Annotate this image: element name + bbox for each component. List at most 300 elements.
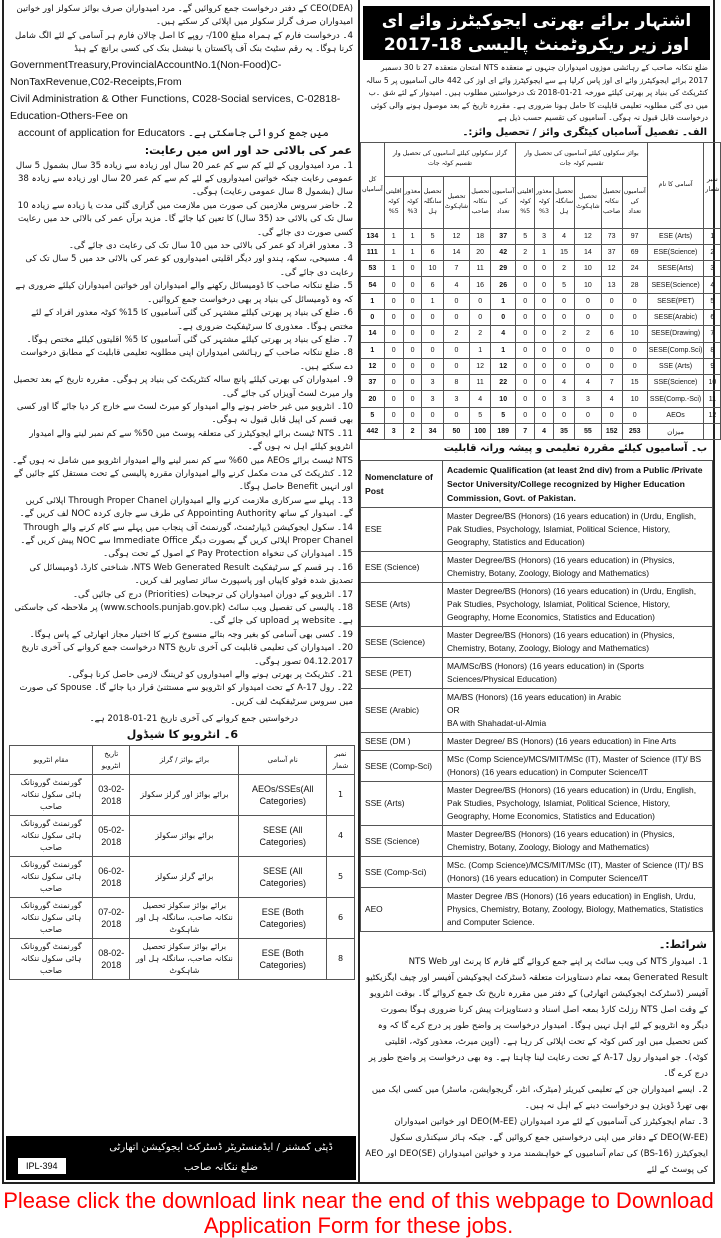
boys-cell: 12 <box>601 261 622 277</box>
girls-cell: 0 <box>384 391 403 407</box>
rule-paragraph: 19۔ کسی بھی آسامی کو بغیر وجہ بتائے منسوخ کرنے کا اختیار مجاز اتھارٹی کے پاس ہوگا۔ <box>29 629 353 640</box>
girls-cell: 1 <box>491 342 516 358</box>
authority-name: ڈپٹی کمشنر / ایڈمنسٹریٹر ڈسٹرکٹ ایجوکیشن اتھارٹی <box>109 1142 333 1154</box>
boys-cell: 4 <box>575 375 602 391</box>
total-cell: 0 <box>361 309 385 325</box>
boys-cell: 7 <box>516 424 535 440</box>
boys-cell: 0 <box>553 293 574 309</box>
boys-cell: 0 <box>622 309 647 325</box>
download-notice: Please click the download link near the end of this webpage to Download Application Form for these jobs. <box>3 1188 714 1238</box>
girls-cell: 0 <box>403 293 422 309</box>
girls-cell: 0 <box>384 293 403 309</box>
boys-cell: 0 <box>516 342 535 358</box>
col-sub-header: تحصیل شاہکوٹ <box>443 176 470 228</box>
post-cell: SESE(Arabic) <box>647 309 704 325</box>
serial-cell: 3 <box>704 261 721 277</box>
qualification-row <box>361 733 713 751</box>
girls-cell: 14 <box>443 244 470 260</box>
girls-cell: 4 <box>491 326 516 342</box>
rule-paragraph: 6۔ ضلع کی بنیاد پر بھرتی کیلئے مشتہر کی گئی آسامیوں کا 15% کوٹہ معذور افراد کے لئے مختص ہوگا۔ معذوری کا سرٹیفکیٹ ضروری ہے۔ <box>31 308 353 332</box>
girls-cell: 0 <box>384 277 403 293</box>
condition-item: 1۔ امیدوار NTS کی ویب سائٹ پر اپنے جمع کروائے گئے فارم کا پرنٹ اور NTS Web Generated Result بمعہ تمام دستاویزات متعلقہ ڈسٹرکٹ ایجوکیشن آفیسر اور چیف ایگزیکٹیو آفیسر (ڈسٹرکٹ ایجوکیشن اتھارٹی) کے دفتر میں مقررہ تاریخ تک جمع کروائے گا۔ بوقت انٹرویو کے وقت اصل NTS رزلٹ کارڈ بمعہ اصل اسناد و دستاویزات پیش کرنا ضروری ہوگا بصورت دیگر وہ انٹرویو کے لئے اہل نہیں ہوگا۔ امیدوار درخواست پر واضح طور پر درج کرے گا کہ وہ کس تحصیل میں اور کس کوٹہ کے تحت اپلائی کر رہا ہے۔ (اوپن میرٹ، معذور کوٹہ، اقلیتی کوٹہ)۔ جو امیدوار رول 17-A کے تحت رعایت لینا چاہتا ہے۔ وہ بھی درخواست پر واضح طور پر درج کرے گا۔ <box>365 957 708 1080</box>
table-row <box>361 391 721 407</box>
boys-cell: 0 <box>516 375 535 391</box>
total-cell: 111 <box>361 244 385 260</box>
post-name: SSE (Science) <box>361 826 443 857</box>
girls-cell: 0 <box>443 358 470 374</box>
boys-cell: 4 <box>535 424 554 440</box>
girls-cell: 2 <box>443 326 470 342</box>
post-name: SSE (Arts) <box>361 782 443 826</box>
serial-cell: 10 <box>704 375 721 391</box>
qualification-text: Master Degree /BS (Honors) (16 years education) in English, Urdu, Physics, Chemistry, Botany, Zoology, Biology, Mathematics, Statistics and Computer Science. <box>443 888 713 932</box>
girls-cell: 11 <box>470 375 491 391</box>
girls-cell: 0 <box>384 375 403 391</box>
post-cell: SSE(Science) <box>647 375 704 391</box>
serial-cell: 1 <box>704 228 721 244</box>
total-cell: 1 <box>361 293 385 309</box>
job-advertisement <box>2 0 720 1184</box>
fee-account-line-2: Civil Administration & Other Functions, C028-Social services, C-02818-Education-Others-Fee on <box>10 92 341 122</box>
boys-cell: 0 <box>622 342 647 358</box>
total-cell: 53 <box>361 261 385 277</box>
qualification-text: Master Degree/BS (Honors) (16 years education) in (Physics, Chemistry, Botany, Zoology, Biology and Mathematics) <box>443 627 713 658</box>
qualification-row <box>361 751 713 782</box>
rule-paragraph: 5۔ ضلع ننکانہ صاحب کا ڈومیسائل رکھنے والے امیدواران اور خواتین امیدواران کیلئے ضروری ہے کہ وہ ڈومیسائل کی بنیاد پر بھی درخواست جمع کروائیں۔ <box>15 281 353 305</box>
boys-cell: 10 <box>575 277 602 293</box>
girls-cell: 0 <box>491 309 516 325</box>
boys-cell: 0 <box>516 358 535 374</box>
girls-cell: 22 <box>491 375 516 391</box>
ipl-code: IPL-394 <box>18 1158 66 1174</box>
boys-cell: 2 <box>575 326 602 342</box>
girls-cell: 50 <box>443 424 470 440</box>
boys-cell: 0 <box>535 309 554 325</box>
intro-paragraph: ضلع ننکانہ صاحب کے رہائشی موزوں امیدواران جنہوں نے منعقدہ NTS امتحان منعقدہ 27 تا 30 دسمبر 2017 برائے ایجوکیٹرز وائے ای اوز پاس کرلیا ہے سے ایجوکیٹرز وائے ای اوز کی 442 خالی آسامیوں پر 5 سالہ کنٹریکٹ کی بنیاد پر بھرتی کیلئے مورخہ 21-01-2018 تک درخواستیں مطلوب ہیں۔ امیدوار کے لئے شق ۔ب میں دی گئی مطلوبہ تعلیمی قابلیت کا حامل ہونا ضروری ہے۔ مقررہ تاریخ کے بعد موصول ہونے والی کوئی درخواست قابل قبول نہ ہوگی۔ آسامیوں کی تقسیم حسب ذیل ہے <box>366 63 708 122</box>
fee-account-line-3: account of application for Educators میں جمع کروائی جاسکتی ہے۔ <box>18 126 329 139</box>
rule-paragraph: NTS ٹیسٹ برائے AEOs میں 60% سے کم نمبر لینے والے امیدوار انٹرویو میں شامل نہ ہوں گے۔ <box>12 455 353 466</box>
schedule-header: مقام انٹرویو <box>10 745 93 774</box>
serial-cell: 4 <box>704 277 721 293</box>
total-cell: 37 <box>361 375 385 391</box>
col-boys: بوائز سکولوں کیلئے آسامیوں کی تحصیل وار تقسیم کوٹہ جات <box>516 142 647 176</box>
fee-paragraph: 4۔ درخواست فارم کے ہمراہ مبلغ 100/- روپے کا اصل چالان فارم ہر آسامی کے لئے الگ شامل کرنا ہوگا۔ یہ رقم سٹیٹ بنک آف پاکستان یا نیشنل بنک کی کسی برانچ کے ہیڈ <box>15 30 353 55</box>
girls-cell: 0 <box>403 309 422 325</box>
girls-cell: 0 <box>470 293 491 309</box>
post-cell: AEOs/SSEs(All Categories) <box>239 774 327 815</box>
serial-cell: 4 <box>327 815 355 856</box>
girls-cell: 0 <box>384 326 403 342</box>
girls-cell: 1 <box>384 228 403 244</box>
qualification-row <box>361 826 713 857</box>
girls-cell: 0 <box>384 309 403 325</box>
girls-cell: 12 <box>443 228 470 244</box>
boys-cell: 1 <box>535 244 554 260</box>
col-sub-header: معذور کوٹہ 3% <box>403 176 422 228</box>
condition-item: 2۔ ایسے امیدواران جن کے تعلیمی کیریئر (میٹرک، انٹر، گریجوایشن، ماسٹر) میں کسی ایک میں بھی تھرڈ ڈویژن ہو درخواست دینے کے اہل نہ ہیں۔ <box>371 1085 708 1112</box>
serial-cell: 2 <box>704 244 721 260</box>
table-row <box>361 342 721 358</box>
boys-cell: 3 <box>575 391 602 407</box>
qualification-text: MA/MSc/BS (Honors) (16 years education) in (Sports Sciences/Physical Education) <box>443 658 713 689</box>
boys-cell: 0 <box>553 358 574 374</box>
table-row <box>361 358 721 374</box>
schedule-heading: 6۔ انٹرویو کا شیڈول <box>126 727 238 741</box>
qualification-row <box>361 658 713 689</box>
boys-cell: 0 <box>516 293 535 309</box>
girls-cell: 11 <box>470 261 491 277</box>
section-b-heading: ب۔ آسامیوں کیلئے مقررہ تعلیمی و پیشہ ورانہ قابلیت <box>443 443 707 455</box>
condition-item: 3۔ تمام ایجوکیٹرز کی آسامیوں کے لئے مرد امیدواران DEO(M-EE) اور خواتین امیدواران DEO(W-EE) کے دفاتر میں اپنی درخواستیں جمع کروائیں گے۔ جبکہ ہائر سیکنڈری سکول ایجوکیٹرز (BS-16) کی تمام آسامیوں کے خواہشمند مرد و خواتین امیدواران DEO(SE) اور AEO کی پوسٹ کے لئے <box>365 1117 708 1176</box>
girls-cell: 4 <box>470 391 491 407</box>
girls-cell: 0 <box>384 407 403 423</box>
boys-cell: 14 <box>575 244 602 260</box>
col-total: کل آسامیاں <box>361 142 385 228</box>
girls-cell: 29 <box>491 261 516 277</box>
boys-cell: 0 <box>622 293 647 309</box>
boys-cell: 0 <box>535 326 554 342</box>
boys-cell: 0 <box>622 407 647 423</box>
rule-paragraph: 4۔ مسیحی، سکھ، ہندو اور دیگر اقلیتی امیدواروں کو عمر کی بالائی حد میں 5 سال تک کی رعایت دی جائے گی۔ <box>25 254 353 278</box>
boys-cell: 0 <box>575 342 602 358</box>
right-column <box>360 0 720 1182</box>
girls-cell: 0 <box>422 309 443 325</box>
post-name: SESE (Science) <box>361 627 443 658</box>
gender-cell: برائے گرلز سکولز <box>130 856 239 897</box>
serial-cell: 9 <box>704 358 721 374</box>
col-sub-header: اقلیتی کوٹہ 5% <box>516 176 535 228</box>
rule-paragraph: 7۔ ضلع کی بنیاد پر بھرتی کیلئے مشتہر کی گئی آسامیوں کا 5% اقلیتوں کیلئے مختص ہوگا۔ <box>26 334 353 345</box>
rule-paragraph: 8۔ ضلع ننکانہ صاحب کے رہائشی امیدواران اپنی مطلوبہ تعلیمی قابلیت کے مطابق درخواست دے سکتے ہیں۔ <box>20 348 353 372</box>
girls-cell: 18 <box>470 228 491 244</box>
girls-cell: 0 <box>443 309 470 325</box>
rule-paragraph: 2۔ حاضر سروس ملازمین کی صورت میں ملازمت میں گزاری گئی مدت یا زیادہ سے زیادہ 10 سال تک کی بالائی حد (35 سال) کا تعین کیا جائے گا۔ مزید برآں عمر کی بالائی حد میں رعایت کسی صورت دی جائے گی۔ <box>17 200 353 238</box>
post-cell: ESE (Both Categories) <box>239 938 327 979</box>
boys-cell: 5 <box>516 228 535 244</box>
venue-cell: گورنمنٹ گورونانک ہائی سکول ننکانہ صاحب <box>10 815 93 856</box>
girls-cell: 0 <box>403 391 422 407</box>
girls-cell: 0 <box>384 342 403 358</box>
girls-cell: 0 <box>403 342 422 358</box>
date-cell: 08-02-2018 <box>93 938 130 979</box>
boys-cell: 0 <box>601 309 622 325</box>
venue-cell: گورنمنٹ گورونانک ہائی سکول ننکانہ صاحب <box>10 897 93 938</box>
qualification-text: MSc (Comp Science)/MCS/MIT/MSc (IT), Master of Science (IT)/ BS (Honors) (16 years education) in Computer Science/IT <box>443 751 713 782</box>
serial-cell: 1 <box>327 774 355 815</box>
girls-cell: 5 <box>491 407 516 423</box>
schedule-row <box>10 897 355 938</box>
serial-cell <box>704 424 721 440</box>
boys-cell: 0 <box>516 261 535 277</box>
boys-cell: 0 <box>553 342 574 358</box>
girls-cell: 7 <box>443 261 470 277</box>
rule-paragraph: 9۔ امیدواران کی بھرتی کیلئے پانچ سالہ کنٹریکٹ کی بنیاد پر ہوگی۔ مقررہ تاریخ کے بعد تحصیل وار میرٹ لسٹ آویزاں کی جائے گی۔ <box>13 375 353 399</box>
date-cell: 07-02-2018 <box>93 897 130 938</box>
girls-cell: 3 <box>422 375 443 391</box>
table-row <box>361 407 721 423</box>
post-cell: ESE (Arts) <box>647 228 704 244</box>
qualification-text: Master Degree/BS (Honors) (16 years education) in (Physics, Chemistry, Botany, Zoology, Biology and Mathematics) <box>443 552 713 583</box>
qualification-text: Master Degree/BS (Honors) (16 years education) in (Urdu, English, Pak Studies, Psychology, Islamiat, Political Science, History, Geography, Home Economics, Statistics and Education) <box>443 583 713 627</box>
venue-cell: گورنمنٹ گورونانک ہائی سکول ننکانہ صاحب <box>10 856 93 897</box>
gender-cell: برائے بوائز سکولز <box>130 815 239 856</box>
girls-cell: 0 <box>422 326 443 342</box>
girls-cell: 0 <box>403 375 422 391</box>
girls-cell: 42 <box>491 244 516 260</box>
deadline-text: درخواستیں جمع کروانے کی آخری تاریخ 21-01-2018 ہے۔ <box>89 714 298 725</box>
col-sub-header: تحصیل ننکانہ صاحب <box>601 176 622 228</box>
venue-cell: گورنمنٹ گورونانک ہائی سکول ننکانہ صاحب <box>10 938 93 979</box>
authority-district: ضلع ننکانہ صاحب <box>183 1162 259 1174</box>
left-column <box>4 0 360 1182</box>
girls-cell: 0 <box>403 326 422 342</box>
totals-row <box>361 424 721 440</box>
boys-cell: 0 <box>601 293 622 309</box>
boys-cell: 28 <box>622 277 647 293</box>
post-cell: میزان <box>647 424 704 440</box>
total-cell: 1 <box>361 342 385 358</box>
girls-cell: 4 <box>443 277 470 293</box>
post-cell: ESE(Science) <box>647 244 704 260</box>
serial-cell: 8 <box>704 342 721 358</box>
table-row <box>361 244 721 260</box>
col-post: آسامی کا نام <box>647 142 704 228</box>
spacer <box>4 986 358 1137</box>
qualification-row <box>361 508 713 552</box>
venue-cell: گورنمنٹ گورونانک ہائی سکول ننکانہ صاحب <box>10 774 93 815</box>
qualification-text: Master Degree/BS (Honors) (16 years education) in (Urdu, English, Pak Studies, Psychology, Islamiat, Political Science, History, Geography, Statistics and Education) <box>443 508 713 552</box>
qualification-text: MA/BS (Honors) (16 years education) in Arabic OR BA with Shahadat-ul-Almia <box>443 689 713 733</box>
boys-cell: 2 <box>553 326 574 342</box>
boys-cell: 0 <box>622 358 647 374</box>
boys-cell: 152 <box>601 424 622 440</box>
boys-cell: 5 <box>553 277 574 293</box>
girls-cell: 0 <box>403 407 422 423</box>
boys-cell: 0 <box>516 391 535 407</box>
boys-cell: 73 <box>601 228 622 244</box>
post-cell: SESE(PET) <box>647 293 704 309</box>
post-cell: SESE (All Categories) <box>239 815 327 856</box>
col-sub-header: تحصیل شاہکوٹ <box>575 176 602 228</box>
rule-paragraph: 13۔ پہلے سے سرکاری ملازمت کرنے والے امیدواران Through Proper Chanel اپلائی کریں گے۔ امیدوار کے ساتھ Appointing Authority کی طرف سے جاری کردہ NOC لف کریں گے۔ <box>19 495 353 520</box>
boys-cell: 0 <box>516 309 535 325</box>
rule-paragraph: 1۔ مرد امیدواروں کے لئے کم سے کم عمر 20 سال اور زیادہ سے زیادہ 35 سال بشمول 5 سال عمومی رعایت جبکہ خواتین امیدواروں کے لئے کم سے کم عمر 20 سال اور زیادہ سے زیادہ 38 سال (بشمول 8 سال عمومی رعایت) ہوگی۔ <box>15 160 353 198</box>
ceo-paragraph: CEO(DEA) کے دفتر درخواست جمع کروائیں گے۔ مرد امیدواران صرف بوائز سکولز اور خواتین امیدواران صرف گرلز سکولز میں اپلائی کر سکتے ہیں۔ <box>16 4 353 28</box>
boys-cell: 0 <box>575 358 602 374</box>
serial-cell: 6 <box>327 897 355 938</box>
girls-cell: 0 <box>470 309 491 325</box>
boys-cell: 37 <box>601 244 622 260</box>
serial-cell: 8 <box>327 938 355 979</box>
boys-cell: 253 <box>622 424 647 440</box>
date-cell: 05-02-2018 <box>93 815 130 856</box>
boys-cell: 0 <box>516 277 535 293</box>
boys-cell: 15 <box>553 244 574 260</box>
post-cell: SSE (Arts) <box>647 358 704 374</box>
table-row <box>361 261 721 277</box>
post-name: ESE (Science) <box>361 552 443 583</box>
serial-cell: 5 <box>327 856 355 897</box>
girls-cell: 3 <box>422 391 443 407</box>
total-cell: 20 <box>361 391 385 407</box>
girls-cell: 0 <box>403 358 422 374</box>
schedule-row <box>10 938 355 979</box>
girls-cell: 37 <box>491 228 516 244</box>
boys-cell: 3 <box>553 391 574 407</box>
girls-cell: 12 <box>491 358 516 374</box>
interview-schedule-table <box>9 745 355 980</box>
gender-cell: برائے بوائز سکولز تحصیل ننکانہ صاحب، سانگلہ ہل اور شاہکوٹ <box>130 897 239 938</box>
col-sub-header: تحصیل سانگلہ ہل <box>553 176 574 228</box>
authority-band <box>6 1136 356 1180</box>
boys-cell: 97 <box>622 228 647 244</box>
serial-cell: 5 <box>704 293 721 309</box>
post-name: SESE (PET) <box>361 658 443 689</box>
girls-cell: 3 <box>384 424 403 440</box>
girls-cell: 26 <box>491 277 516 293</box>
boys-cell: 0 <box>601 407 622 423</box>
rule-paragraph: 22۔ رول 17-A کے تحت امیدوار کو انٹرویو سے مستثنیٰ قرار دیا جائے گا۔ Spouse کی صورت میں سروس سرٹیفکیٹ لف کریں۔ <box>19 683 353 707</box>
age-limit-heading: عمر کی بالائی حد اور اس میں رعایت: <box>144 143 352 157</box>
girls-cell: 2 <box>470 326 491 342</box>
conditions-list <box>360 954 713 1178</box>
boys-cell: 10 <box>622 391 647 407</box>
girls-cell: 1 <box>491 293 516 309</box>
boys-cell: 35 <box>553 424 574 440</box>
rule-paragraph: 17۔ انٹرویو کے دوران امیدواران کی ترجیحات (Priorities) درج کی جائیں گی۔ <box>73 589 353 600</box>
post-cell: SESE(Comp.Sci) <box>647 342 704 358</box>
girls-cell: 1 <box>470 342 491 358</box>
total-cell: 5 <box>361 407 385 423</box>
boys-cell: 0 <box>553 309 574 325</box>
boys-cell: 24 <box>622 261 647 277</box>
total-cell: 54 <box>361 277 385 293</box>
boys-cell: 10 <box>622 326 647 342</box>
boys-cell: 4 <box>553 375 574 391</box>
gender-cell: برائے بوائز اور گرلز سکولز <box>130 774 239 815</box>
post-name: ESE <box>361 508 443 552</box>
qual-header-post: Nomenclature of Post <box>361 461 443 508</box>
date-cell: 06-02-2018 <box>93 856 130 897</box>
boys-cell: 0 <box>575 309 602 325</box>
total-cell: 442 <box>361 424 385 440</box>
girls-cell: 16 <box>470 277 491 293</box>
boys-cell: 0 <box>575 407 602 423</box>
post-cell: SESE (All Categories) <box>239 856 327 897</box>
rule-paragraph: 14۔ سکول ایجوکیشن ڈیپارٹمنٹ، گورنمنٹ آف پنجاب میں پہلے سے کام کرنے والے Through Proper Chanel اپلائی کریں گے بصورت دیگر Immediate Office سے NOC پیش کریں گے۔ <box>20 522 353 546</box>
qualification-row <box>361 689 713 733</box>
post-name: SESE (Arts) <box>361 583 443 627</box>
rule-paragraph: 20۔ امیدواران کی تعلیمی قابلیت کی آخری تاریخ NTS درخواست جمع کروانے کی آخری تاریخ 04.12.2017 تصور ہوگی۔ <box>21 643 353 667</box>
gender-cell: برائے بوائز سکولز تحصیل ننکانہ صاحب، سانگلہ ہل اور شاہکوٹ <box>130 938 239 979</box>
girls-cell: 10 <box>491 391 516 407</box>
girls-cell: 8 <box>443 375 470 391</box>
serial-cell: 12 <box>704 407 721 423</box>
girls-cell: 0 <box>443 407 470 423</box>
boys-cell: 4 <box>553 228 574 244</box>
qualification-row <box>361 583 713 627</box>
boys-cell: 0 <box>535 342 554 358</box>
girls-cell: 12 <box>470 358 491 374</box>
conditions-heading: شرائط:۔ <box>658 938 707 952</box>
post-cell: SESE(Science) <box>647 277 704 293</box>
total-cell: 12 <box>361 358 385 374</box>
schedule-header: برائے بوائز / گرلز <box>130 745 239 774</box>
boys-cell: 0 <box>575 293 602 309</box>
qualification-row <box>361 857 713 888</box>
col-sub-header: آسامیوں کی تعداد <box>491 176 516 228</box>
girls-cell: 0 <box>422 358 443 374</box>
post-cell: SESE(Drawing) <box>647 326 704 342</box>
girls-cell: 1 <box>403 244 422 260</box>
boys-cell: 6 <box>601 326 622 342</box>
girls-cell: 6 <box>422 244 443 260</box>
boys-cell: 0 <box>535 358 554 374</box>
schedule-header: نام آسامی <box>239 745 327 774</box>
vacancies-table <box>360 142 721 441</box>
post-name: SESE (DM ) <box>361 733 443 751</box>
col-serial: نمبر شمار <box>704 142 721 228</box>
rule-paragraph: 12۔ کنٹریکٹ کی مدت مکمل کرنے والے امیدواران مقررہ پالیسی کے تحت مستقل کئے جائیں گے اور انہیں Benefit حاصل ہوگا۔ <box>13 468 353 493</box>
girls-cell: 0 <box>422 342 443 358</box>
post-name: SESE (Comp-Sci) <box>361 751 443 782</box>
post-cell: AEOs <box>647 407 704 423</box>
girls-cell: 6 <box>422 277 443 293</box>
qual-header-qualification: Academic Qualification (at least 2nd div) from a Public /Private Sector University/College recognized by Higher Education Commission, Govt. of Pakistan. <box>443 461 713 508</box>
rule-paragraph: 18۔ پالیسی کی تفصیل ویب سائٹ (www.schools.punjab.gov.pk) پر ملاحظہ کی جاسکتی ہے۔ website پر upload کی جائے گی۔ <box>14 603 353 627</box>
boys-cell: 0 <box>601 342 622 358</box>
girls-cell: 189 <box>491 424 516 440</box>
post-name: AEO <box>361 888 443 932</box>
post-cell: SSE(Comp.-Sci) <box>647 391 704 407</box>
table-row <box>361 309 721 325</box>
boys-cell: 0 <box>535 375 554 391</box>
boys-cell: 0 <box>535 407 554 423</box>
girls-cell: 20 <box>470 244 491 260</box>
rule-paragraph: 11۔ NTS ٹیسٹ برائے ایجوکیٹرز کی متعلقہ پوسٹ میں 50% سے کم نمبر لینے والے امیدوار انٹرویو کیلئے اہل نہ ہوں گے۔ <box>29 428 353 453</box>
qualification-text: Master Degree/ BS (Honors) (16 years education) in Fine Arts <box>443 733 713 751</box>
table-row <box>361 228 721 244</box>
serial-cell: 11 <box>704 391 721 407</box>
boys-cell: 0 <box>535 277 554 293</box>
qualification-row <box>361 888 713 932</box>
boys-cell: 0 <box>516 326 535 342</box>
qualification-table <box>360 460 713 932</box>
girls-cell: 0 <box>443 293 470 309</box>
schedule-row <box>10 815 355 856</box>
girls-cell: 2 <box>403 424 422 440</box>
table-row <box>361 326 721 342</box>
rule-paragraph: 21۔ کنٹریکٹ پر بھرتی ہونے والے امیدواروں کو ٹریننگ لازمی حاصل کرنا ہوگی۔ <box>67 670 353 681</box>
boys-cell: 4 <box>601 391 622 407</box>
total-cell: 134 <box>361 228 385 244</box>
boys-cell: 3 <box>535 228 554 244</box>
schedule-header: تاریخ انٹرویو <box>93 745 130 774</box>
post-name: SESE (Arabic) <box>361 689 443 733</box>
girls-cell: 0 <box>443 342 470 358</box>
boys-cell: 2 <box>516 244 535 260</box>
girls-cell: 1 <box>422 293 443 309</box>
qualification-row <box>361 552 713 583</box>
boys-cell: 0 <box>535 261 554 277</box>
schedule-row <box>10 856 355 897</box>
boys-cell: 2 <box>553 261 574 277</box>
boys-cell: 0 <box>516 407 535 423</box>
girls-cell: 34 <box>422 424 443 440</box>
girls-cell: 1 <box>384 261 403 277</box>
boys-cell: 7 <box>601 375 622 391</box>
serial-cell: 7 <box>704 326 721 342</box>
